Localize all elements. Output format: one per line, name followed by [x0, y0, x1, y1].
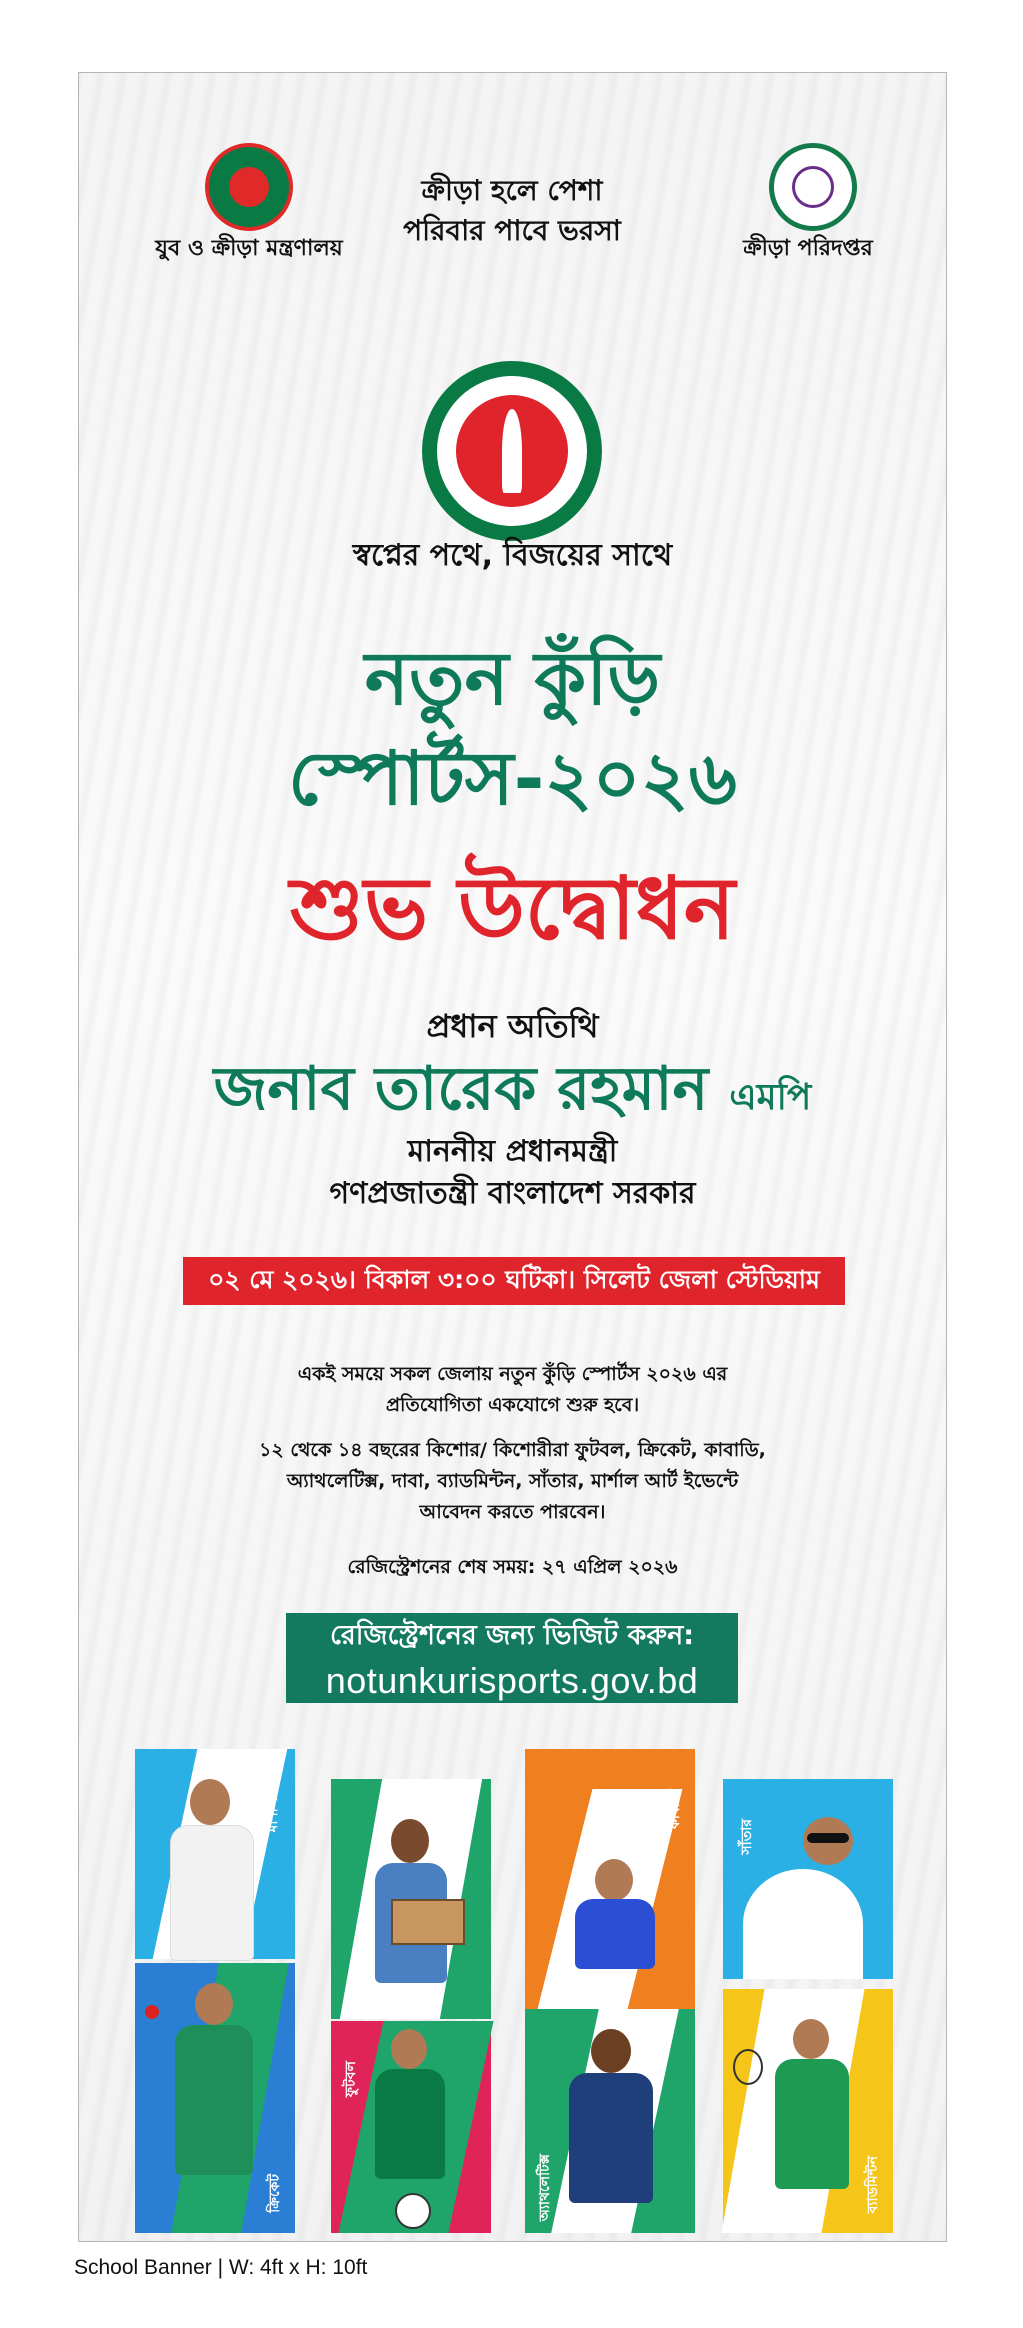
chief-guest-role-2: গণপ্রজাতন্ত্রী বাংলাদেশ সরকার [329, 1176, 696, 1211]
registration-url[interactable]: notunkurisports.gov.bd [325, 1659, 699, 1701]
inauguration-title: শুভ উদ্বোধন [289, 859, 736, 959]
event-date-bar: ০২ মে ২০২৬। বিকাল ৩:০০ ঘটিকা। সিলেট জেলা স্টেডিয়াম [183, 1257, 845, 1305]
info-para-2-line-2: অ্যাথলেটিক্স, দাবা, ব্যাডমিন্টন, সাঁতার, মার্শাল আর্ট ইভেন্টে [286, 1470, 739, 1492]
sport-tile-football [331, 2021, 491, 2233]
government-seal-logo [205, 143, 293, 231]
sport-label-cricket: ক্রিকেট [267, 2174, 283, 2213]
footer-note: School Banner | W: 4ft x H: 10ft [74, 2256, 368, 2279]
sport-label-athletics: অ্যাথলেটিক্স [537, 2153, 553, 2221]
sport-tile-chess [331, 1779, 491, 2019]
tagline: স্বপ্নের পথে, বিজয়ের সাথে [352, 538, 673, 573]
sport-label-kabaddi: কাবাডি [667, 1789, 683, 1830]
sport-tile-cricket [135, 1963, 295, 2233]
sport-label-swimming: সাঁতার [739, 1819, 755, 1855]
info-para-1-line-2: প্রতিযোগিতা একযোগে শুরু হবে। [385, 1394, 640, 1416]
sport-tile-athletics [525, 2009, 695, 2233]
info-para-1-line-1: একই সময়ে সকল জেলায় নতুন কুঁড়ি স্পোর্টস ২০২৬ এর [297, 1363, 728, 1385]
slogan-line-2: পরিবার পাবে ভরসা [403, 214, 621, 247]
sport-tile-kabaddi [525, 1749, 695, 2009]
title-line-1: নতুন কুঁড়ি [364, 636, 661, 722]
chief-guest-label: প্রধান অতিথি [426, 1007, 599, 1045]
info-para-2-line-1: ১২ থেকে ১৪ বছরের কিশোর/ কিশোরীরা ফুটবল, ক্রিকেট, কাবাডি, [259, 1439, 766, 1461]
chief-guest-name [79, 1043, 946, 1143]
registration-deadline: রেজিস্ট্রেশনের শেষ সময়: ২৭ এপ্রিল ২০২৬ [347, 1556, 678, 1578]
banner [78, 72, 947, 2242]
sport-label-chess: দাবা [345, 1979, 361, 2003]
sport-tile-swimming [723, 1779, 893, 1979]
notun-kuri-sports-logo [422, 361, 602, 541]
sport-label-badminton: ব্যাডমিন্টন [865, 2155, 881, 2213]
registration-label: রেজিস্ট্রেশনের জন্য ভিজিট করুন: [329, 1619, 695, 1651]
sport-tile-badminton [723, 1819, 893, 2233]
sport-label-martial-arts: মার্শাল আর্ট [265, 1769, 281, 1833]
title-line-2: স্পোর্টস-২০২৬ [288, 736, 737, 822]
sport-tile-martial-arts [135, 1749, 295, 1959]
chief-guest-role-1: মাননীয় প্রধানমন্ত্রী [407, 1134, 618, 1169]
chief-guest-suffix: এমপি [729, 1077, 812, 1118]
chief-guest-name-text: জনাব তারেক রহমান [213, 1054, 709, 1124]
directorate-of-sports-logo [769, 143, 857, 231]
slogan-line-1: ক্রীড়া হলে পেশা [421, 174, 603, 207]
info-para-2-line-3: আবেদন করতে পারবেন। [419, 1501, 606, 1523]
ministry-caption: যুব ও ক্রীড়া মন্ত্রণালয় [155, 236, 343, 261]
registration-box [286, 1613, 738, 1703]
sport-label-football: ফুটবল [343, 2061, 359, 2098]
directorate-caption: ক্রীড়া পরিদপ্তর [743, 236, 873, 261]
